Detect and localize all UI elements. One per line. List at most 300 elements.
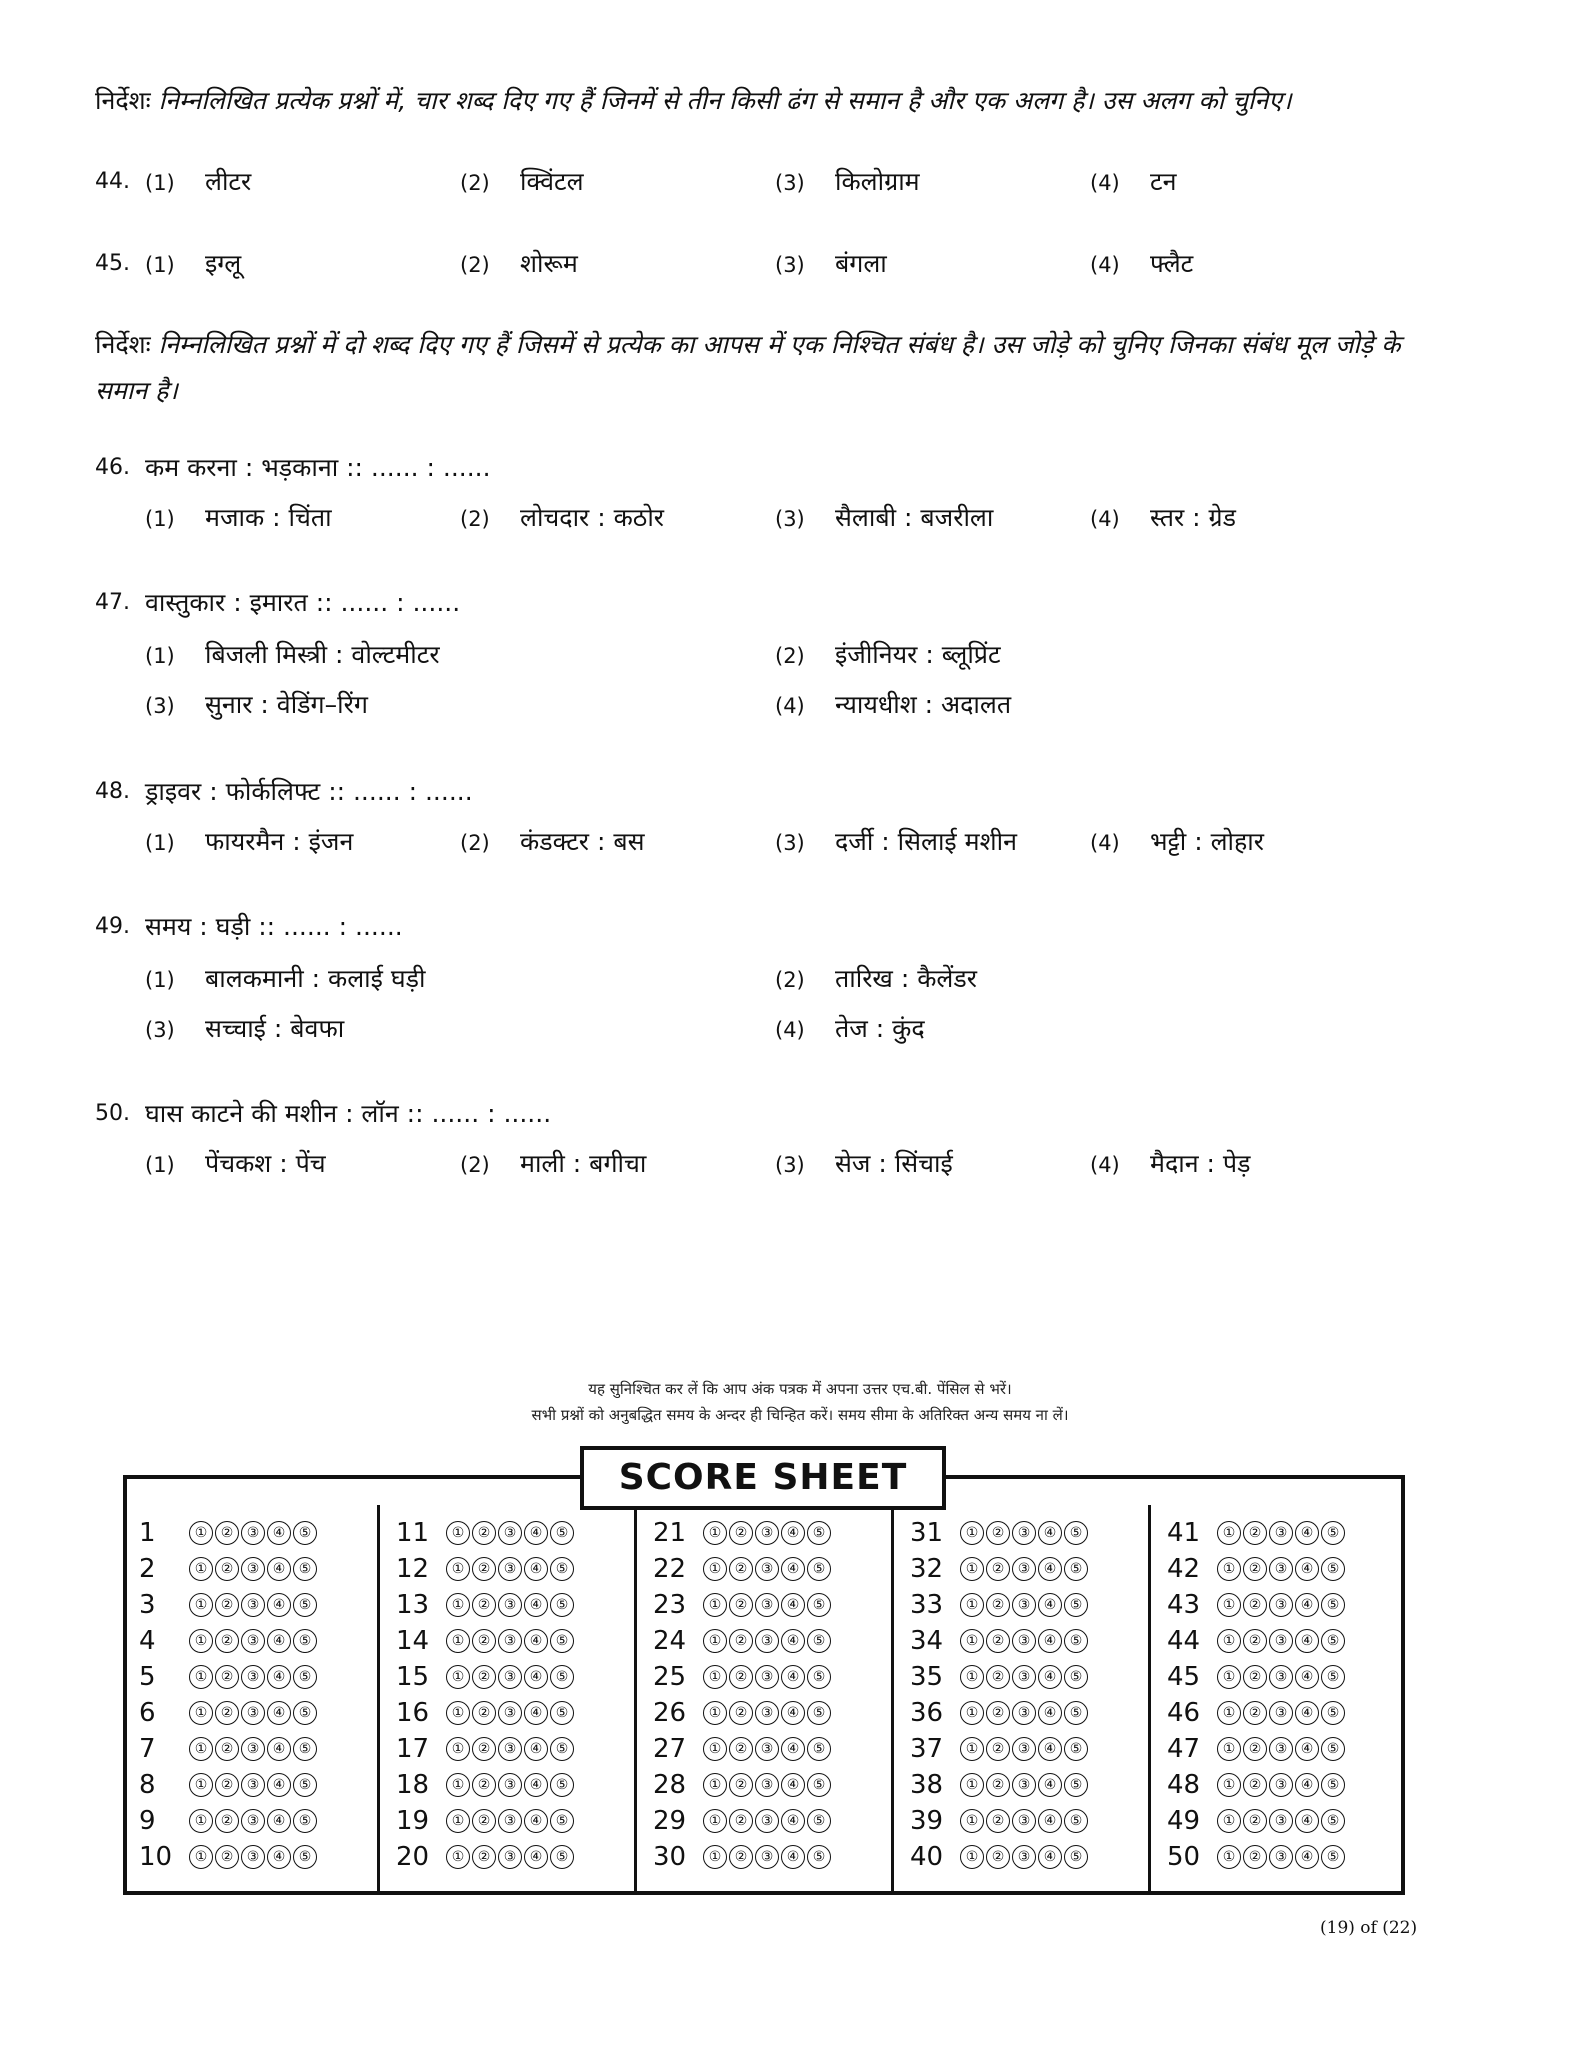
answer-bubble-5[interactable]: ⑤ (293, 1593, 317, 1617)
answer-bubble-2[interactable]: ② (472, 1521, 496, 1545)
option-1[interactable] (145, 1144, 326, 1185)
answer-bubble-4[interactable]: ④ (781, 1809, 805, 1833)
answer-bubble-2[interactable]: ② (215, 1701, 239, 1725)
answer-bubble-3[interactable]: ③ (241, 1845, 265, 1869)
answer-bubble-4[interactable]: ④ (1295, 1737, 1319, 1761)
answer-bubble-5[interactable]: ⑤ (293, 1665, 317, 1689)
answer-bubble-1[interactable]: ① (189, 1845, 213, 1869)
answer-bubble-5[interactable]: ⑤ (807, 1665, 831, 1689)
answer-bubble-1[interactable]: ① (703, 1665, 727, 1689)
answer-bubble-3[interactable]: ③ (498, 1557, 522, 1581)
answer-bubble-2[interactable]: ② (1243, 1737, 1267, 1761)
answer-bubble-3[interactable]: ③ (241, 1809, 265, 1833)
answer-bubble-5[interactable]: ⑤ (1064, 1701, 1088, 1725)
answer-bubble-3[interactable]: ③ (498, 1629, 522, 1653)
answer-bubble-5[interactable]: ⑤ (1321, 1593, 1345, 1617)
answer-bubble-3[interactable]: ③ (1269, 1593, 1293, 1617)
answer-bubble-5[interactable]: ⑤ (1064, 1845, 1088, 1869)
answer-bubble-2[interactable]: ② (986, 1701, 1010, 1725)
option-number: (3) (775, 831, 805, 855)
option-1[interactable] (145, 244, 241, 285)
answer-bubble-2[interactable]: ② (1243, 1665, 1267, 1689)
option-number: (1) (145, 171, 175, 195)
answer-bubble-3[interactable]: ③ (755, 1845, 779, 1869)
option-4[interactable] (1090, 1144, 1250, 1185)
answer-bubble-5[interactable]: ⑤ (1064, 1773, 1088, 1797)
answer-bubble-1[interactable]: ① (446, 1593, 470, 1617)
answer-bubble-2[interactable]: ② (729, 1665, 753, 1689)
answer-bubble-1[interactable]: ① (1217, 1665, 1241, 1689)
option-3[interactable] (145, 685, 368, 726)
answer-bubble-4[interactable]: ④ (1038, 1557, 1062, 1581)
answer-bubble-3[interactable]: ③ (241, 1665, 265, 1689)
answer-bubble-3[interactable]: ③ (498, 1521, 522, 1545)
answer-bubble-3[interactable]: ③ (755, 1665, 779, 1689)
answer-bubble-4[interactable]: ④ (524, 1737, 548, 1761)
answer-bubble-3[interactable]: ③ (1269, 1701, 1293, 1725)
option-text: सुनार : वेडिंग–रिंग (205, 690, 368, 719)
answer-bubble-3[interactable]: ③ (498, 1845, 522, 1869)
answer-bubble-2[interactable]: ② (729, 1773, 753, 1797)
option-3[interactable] (145, 1009, 344, 1050)
answer-bubble-2[interactable]: ② (1243, 1809, 1267, 1833)
answer-bubble-3[interactable]: ③ (1012, 1557, 1036, 1581)
answer-bubble-2[interactable]: ② (729, 1701, 753, 1725)
score-row (910, 1731, 1148, 1767)
answer-bubble-5[interactable]: ⑤ (807, 1737, 831, 1761)
answer-bubble-1[interactable]: ① (960, 1593, 984, 1617)
answer-bubble-4[interactable]: ④ (267, 1665, 291, 1689)
answer-bubble-1[interactable]: ① (1217, 1773, 1241, 1797)
answer-bubble-4[interactable]: ④ (1038, 1521, 1062, 1545)
answer-bubble-1[interactable]: ① (446, 1521, 470, 1545)
answer-bubble-2[interactable]: ② (729, 1737, 753, 1761)
answer-bubble-2[interactable]: ② (1243, 1701, 1267, 1725)
answer-bubble-4[interactable]: ④ (1038, 1809, 1062, 1833)
answer-bubble-1[interactable]: ① (703, 1521, 727, 1545)
answer-bubble-3[interactable]: ③ (1269, 1557, 1293, 1581)
answer-bubble-3[interactable]: ③ (1269, 1521, 1293, 1545)
answer-bubble-1[interactable]: ① (703, 1557, 727, 1581)
answer-bubble-5[interactable]: ⑤ (807, 1521, 831, 1545)
answer-bubble-4[interactable]: ④ (267, 1557, 291, 1581)
answer-bubble-1[interactable]: ① (189, 1665, 213, 1689)
option-1[interactable] (145, 635, 440, 676)
answer-bubble-1[interactable]: ① (1217, 1845, 1241, 1869)
answer-bubble-4[interactable]: ④ (1295, 1701, 1319, 1725)
answer-bubble-5[interactable]: ⑤ (807, 1557, 831, 1581)
answer-bubble-3[interactable]: ③ (241, 1521, 265, 1545)
answer-bubble-5[interactable]: ⑤ (1064, 1593, 1088, 1617)
answer-bubble-4[interactable]: ④ (1295, 1629, 1319, 1653)
answer-bubble-3[interactable]: ③ (241, 1557, 265, 1581)
answer-bubble-3[interactable]: ③ (1012, 1845, 1036, 1869)
option-1[interactable] (145, 498, 332, 539)
option-4[interactable] (775, 685, 1011, 726)
option-text: माली : बगीचा (520, 1149, 647, 1178)
answer-bubble-5[interactable]: ⑤ (1064, 1521, 1088, 1545)
answer-bubble-1[interactable]: ① (1217, 1701, 1241, 1725)
answer-bubble-4[interactable]: ④ (781, 1629, 805, 1653)
answer-bubble-5[interactable]: ⑤ (1321, 1665, 1345, 1689)
answer-bubble-2[interactable]: ② (729, 1629, 753, 1653)
answer-bubble-3[interactable]: ③ (241, 1629, 265, 1653)
score-row (396, 1695, 634, 1731)
answer-bubble-5[interactable]: ⑤ (807, 1593, 831, 1617)
option-text: टन (1150, 167, 1177, 196)
answer-bubble-5[interactable]: ⑤ (1321, 1701, 1345, 1725)
score-row-number: 7 (139, 1734, 156, 1764)
answer-bubble-2[interactable]: ② (1243, 1521, 1267, 1545)
answer-bubble-4[interactable]: ④ (781, 1521, 805, 1545)
answer-bubble-2[interactable]: ② (215, 1593, 239, 1617)
answer-bubble-4[interactable]: ④ (267, 1737, 291, 1761)
score-row (139, 1803, 377, 1839)
answer-bubble-2[interactable]: ② (1243, 1593, 1267, 1617)
answer-bubble-2[interactable]: ② (215, 1665, 239, 1689)
answer-bubble-3[interactable]: ③ (1269, 1737, 1293, 1761)
answer-bubble-2[interactable]: ② (729, 1521, 753, 1545)
answer-bubble-5[interactable]: ⑤ (550, 1809, 574, 1833)
answer-bubble-1[interactable]: ① (703, 1629, 727, 1653)
answer-bubble-1[interactable]: ① (703, 1845, 727, 1869)
answer-bubble-4[interactable]: ④ (524, 1809, 548, 1833)
answer-bubble-1[interactable]: ① (960, 1629, 984, 1653)
answer-bubble-2[interactable]: ② (215, 1557, 239, 1581)
option-1[interactable] (145, 162, 251, 203)
answer-bubble-3[interactable]: ③ (1012, 1521, 1036, 1545)
answer-bubble-5[interactable]: ⑤ (807, 1629, 831, 1653)
answer-bubble-4[interactable]: ④ (1038, 1665, 1062, 1689)
answer-bubble-3[interactable]: ③ (755, 1809, 779, 1833)
answer-bubble-4[interactable]: ④ (1038, 1701, 1062, 1725)
option-4[interactable] (1090, 822, 1264, 863)
answer-bubble-5[interactable]: ⑤ (293, 1629, 317, 1653)
answer-bubble-3[interactable]: ③ (498, 1773, 522, 1797)
answer-bubble-1[interactable]: ① (1217, 1557, 1241, 1581)
answer-bubble-3[interactable]: ③ (1012, 1737, 1036, 1761)
answer-bubble-2[interactable]: ② (986, 1773, 1010, 1797)
answer-bubble-3[interactable]: ③ (1012, 1701, 1036, 1725)
answer-bubble-2[interactable]: ② (472, 1845, 496, 1869)
option-2[interactable] (775, 635, 1001, 676)
answer-bubble-2[interactable]: ② (986, 1521, 1010, 1545)
answer-bubble-3[interactable]: ③ (1269, 1773, 1293, 1797)
answer-bubble-5[interactable]: ⑤ (1321, 1521, 1345, 1545)
answer-bubble-2[interactable]: ② (986, 1845, 1010, 1869)
answer-bubble-3[interactable]: ③ (755, 1701, 779, 1725)
answer-bubble-3[interactable]: ③ (755, 1521, 779, 1545)
answer-bubble-4[interactable]: ④ (524, 1557, 548, 1581)
answer-bubble-4[interactable]: ④ (1038, 1629, 1062, 1653)
answer-bubble-4[interactable]: ④ (1295, 1845, 1319, 1869)
answer-bubble-1[interactable]: ① (960, 1521, 984, 1545)
answer-bubble-3[interactable]: ③ (498, 1593, 522, 1617)
question-49 (95, 907, 1495, 1047)
answer-bubble-5[interactable]: ⑤ (1321, 1557, 1345, 1581)
answer-bubble-5[interactable]: ⑤ (807, 1845, 831, 1869)
answer-bubble-2[interactable]: ② (729, 1593, 753, 1617)
answer-bubble-4[interactable]: ④ (781, 1593, 805, 1617)
answer-bubble-3[interactable]: ③ (755, 1773, 779, 1797)
answer-bubble-1[interactable]: ① (960, 1701, 984, 1725)
answer-bubble-1[interactable]: ① (1217, 1593, 1241, 1617)
answer-bubble-2[interactable]: ② (986, 1557, 1010, 1581)
answer-bubble-4[interactable]: ④ (781, 1845, 805, 1869)
option-3[interactable] (775, 1144, 953, 1185)
answer-bubble-1[interactable]: ① (189, 1809, 213, 1833)
answer-bubble-4[interactable]: ④ (524, 1593, 548, 1617)
score-row-number: 9 (139, 1806, 156, 1836)
answer-bubble-5[interactable]: ⑤ (550, 1629, 574, 1653)
answer-bubble-4[interactable]: ④ (781, 1665, 805, 1689)
answer-bubble-2[interactable]: ② (215, 1521, 239, 1545)
answer-bubble-1[interactable]: ① (960, 1809, 984, 1833)
answer-bubble-2[interactable]: ② (1243, 1773, 1267, 1797)
answer-bubble-3[interactable]: ③ (1269, 1809, 1293, 1833)
answer-bubble-5[interactable]: ⑤ (293, 1521, 317, 1545)
answer-bubble-5[interactable]: ⑤ (550, 1737, 574, 1761)
instruction-text: निम्नलिखित प्रश्नों में दो शब्द दिए गए हैं जिसमें से प्रत्येक का आपस में एक निश्चित संबंध है। उस जोड़े को चुनिए जिनका संबंध मूल जोड़े के समान है। (95, 330, 1401, 405)
answer-bubble-1[interactable]: ① (703, 1701, 727, 1725)
answer-bubble-3[interactable]: ③ (241, 1701, 265, 1725)
score-row-number: 4 (139, 1626, 156, 1656)
answer-bubble-1[interactable]: ① (446, 1737, 470, 1761)
answer-bubble-1[interactable]: ① (960, 1845, 984, 1869)
answer-bubble-4[interactable]: ④ (524, 1665, 548, 1689)
answer-bubble-3[interactable]: ③ (755, 1629, 779, 1653)
answer-bubble-4[interactable]: ④ (267, 1845, 291, 1869)
option-text: दर्जी : सिलाई मशीन (835, 827, 1017, 856)
option-4[interactable] (1090, 162, 1176, 203)
answer-bubble-3[interactable]: ③ (1012, 1593, 1036, 1617)
answer-bubble-1[interactable]: ① (1217, 1809, 1241, 1833)
answer-bubble-5[interactable]: ⑤ (1321, 1737, 1345, 1761)
answer-bubble-4[interactable]: ④ (1038, 1845, 1062, 1869)
answer-bubble-1[interactable]: ① (189, 1557, 213, 1581)
answer-bubble-5[interactable]: ⑤ (550, 1665, 574, 1689)
answer-bubble-2[interactable]: ② (215, 1737, 239, 1761)
answer-bubble-4[interactable]: ④ (1038, 1773, 1062, 1797)
answer-bubble-2[interactable]: ② (472, 1665, 496, 1689)
answer-bubble-3[interactable]: ③ (755, 1593, 779, 1617)
option-2[interactable] (775, 959, 977, 1000)
answer-bubble-1[interactable]: ① (703, 1737, 727, 1761)
answer-bubble-3[interactable]: ③ (1269, 1629, 1293, 1653)
answer-bubble-3[interactable]: ③ (498, 1701, 522, 1725)
answer-bubble-4[interactable]: ④ (267, 1773, 291, 1797)
option-2[interactable] (460, 244, 578, 285)
answer-bubble-3[interactable]: ③ (1269, 1845, 1293, 1869)
answer-bubble-1[interactable]: ① (960, 1665, 984, 1689)
answer-bubble-5[interactable]: ⑤ (293, 1809, 317, 1833)
answer-bubble-1[interactable]: ① (1217, 1629, 1241, 1653)
answer-bubble-3[interactable]: ③ (498, 1809, 522, 1833)
answer-bubble-2[interactable]: ② (986, 1809, 1010, 1833)
answer-bubble-1[interactable]: ① (1217, 1521, 1241, 1545)
answer-bubble-2[interactable]: ② (472, 1629, 496, 1653)
answer-bubble-5[interactable]: ⑤ (807, 1701, 831, 1725)
answer-bubble-5[interactable]: ⑤ (1321, 1773, 1345, 1797)
question-number: 45. (95, 251, 130, 276)
answer-bubble-4[interactable]: ④ (267, 1593, 291, 1617)
answer-bubble-4[interactable]: ④ (1295, 1557, 1319, 1581)
answer-bubble-1[interactable]: ① (1217, 1737, 1241, 1761)
answer-bubble-3[interactable]: ③ (755, 1557, 779, 1581)
answer-bubble-2[interactable]: ② (986, 1593, 1010, 1617)
answer-bubble-1[interactable]: ① (446, 1557, 470, 1581)
option-2[interactable] (460, 498, 664, 539)
score-row-number: 23 (653, 1590, 687, 1620)
answer-bubble-5[interactable]: ⑤ (550, 1701, 574, 1725)
answer-bubble-1[interactable]: ① (446, 1629, 470, 1653)
answer-bubble-1[interactable]: ① (189, 1629, 213, 1653)
score-row-number: 15 (396, 1662, 430, 1692)
score-row-number: 28 (653, 1770, 687, 1800)
option-3[interactable] (775, 162, 920, 203)
answer-bubble-3[interactable]: ③ (1012, 1773, 1036, 1797)
answer-bubble-5[interactable]: ⑤ (550, 1557, 574, 1581)
answer-bubble-1[interactable]: ① (703, 1809, 727, 1833)
answer-bubble-3[interactable]: ③ (241, 1737, 265, 1761)
answer-bubble-5[interactable]: ⑤ (550, 1773, 574, 1797)
answer-bubble-3[interactable]: ③ (755, 1737, 779, 1761)
answer-bubble-1[interactable]: ① (189, 1737, 213, 1761)
score-row (139, 1839, 377, 1875)
answer-bubble-3[interactable]: ③ (1012, 1629, 1036, 1653)
answer-bubble-2[interactable]: ② (472, 1809, 496, 1833)
answer-bubble-5[interactable]: ⑤ (1064, 1737, 1088, 1761)
answer-bubble-1[interactable]: ① (960, 1773, 984, 1797)
answer-bubble-4[interactable]: ④ (267, 1809, 291, 1833)
answer-bubble-5[interactable]: ⑤ (293, 1845, 317, 1869)
answer-bubble-2[interactable]: ② (986, 1629, 1010, 1653)
answer-bubble-5[interactable]: ⑤ (550, 1521, 574, 1545)
answer-bubble-2[interactable]: ② (729, 1845, 753, 1869)
answer-bubble-5[interactable]: ⑤ (1064, 1665, 1088, 1689)
answer-bubble-4[interactable]: ④ (524, 1521, 548, 1545)
answer-bubble-4[interactable]: ④ (781, 1557, 805, 1581)
answer-bubble-2[interactable]: ② (986, 1737, 1010, 1761)
option-2[interactable] (460, 822, 645, 863)
answer-bubble-5[interactable]: ⑤ (1321, 1809, 1345, 1833)
answer-bubble-4[interactable]: ④ (524, 1773, 548, 1797)
answer-bubble-2[interactable]: ② (729, 1809, 753, 1833)
answer-bubble-5[interactable]: ⑤ (807, 1773, 831, 1797)
answer-bubble-4[interactable]: ④ (1295, 1773, 1319, 1797)
answer-bubble-3[interactable]: ③ (241, 1593, 265, 1617)
answer-bubble-1[interactable]: ① (446, 1701, 470, 1725)
answer-bubble-5[interactable]: ⑤ (293, 1737, 317, 1761)
answer-bubble-4[interactable]: ④ (524, 1701, 548, 1725)
option-1[interactable] (145, 959, 425, 1000)
answer-bubble-1[interactable]: ① (446, 1665, 470, 1689)
answer-bubble-2[interactable]: ② (215, 1845, 239, 1869)
answer-bubble-2[interactable]: ② (215, 1773, 239, 1797)
score-row (396, 1659, 634, 1695)
answer-bubble-5[interactable]: ⑤ (293, 1773, 317, 1797)
answer-bubble-1[interactable]: ① (446, 1809, 470, 1833)
answer-bubble-5[interactable]: ⑤ (1321, 1629, 1345, 1653)
answer-bubble-2[interactable]: ② (472, 1593, 496, 1617)
answer-bubble-4[interactable]: ④ (267, 1521, 291, 1545)
option-3[interactable] (775, 822, 1017, 863)
answer-bubble-5[interactable]: ⑤ (1064, 1629, 1088, 1653)
answer-bubble-4[interactable]: ④ (1295, 1521, 1319, 1545)
answer-bubble-3[interactable]: ③ (1012, 1665, 1036, 1689)
option-3[interactable] (775, 244, 887, 285)
answer-bubble-5[interactable]: ⑤ (550, 1593, 574, 1617)
option-4[interactable] (1090, 498, 1236, 539)
answer-bubble-2[interactable]: ② (1243, 1629, 1267, 1653)
answer-bubble-3[interactable]: ③ (241, 1773, 265, 1797)
answer-bubble-3[interactable]: ③ (498, 1665, 522, 1689)
answer-bubble-4[interactable]: ④ (1295, 1665, 1319, 1689)
option-2[interactable] (460, 1144, 646, 1185)
answer-bubble-2[interactable]: ② (472, 1701, 496, 1725)
answer-bubble-1[interactable]: ① (189, 1521, 213, 1545)
answer-bubble-4[interactable]: ④ (1295, 1809, 1319, 1833)
option-1[interactable] (145, 822, 353, 863)
answer-bubble-5[interactable]: ⑤ (807, 1809, 831, 1833)
answer-bubble-1[interactable]: ① (703, 1773, 727, 1797)
answer-bubble-1[interactable]: ① (189, 1593, 213, 1617)
answer-bubble-4[interactable]: ④ (781, 1737, 805, 1761)
answer-bubble-4[interactable]: ④ (267, 1701, 291, 1725)
answer-bubble-3[interactable]: ③ (1269, 1665, 1293, 1689)
answer-bubble-5[interactable]: ⑤ (1064, 1557, 1088, 1581)
answer-bubble-5[interactable]: ⑤ (293, 1557, 317, 1581)
answer-bubble-2[interactable]: ② (215, 1629, 239, 1653)
option-2[interactable] (460, 162, 584, 203)
option-4[interactable] (1090, 244, 1193, 285)
answer-bubble-5[interactable]: ⑤ (1064, 1809, 1088, 1833)
answer-bubble-5[interactable]: ⑤ (293, 1701, 317, 1725)
answer-bubble-4[interactable]: ④ (524, 1629, 548, 1653)
answer-bubble-1[interactable]: ① (703, 1593, 727, 1617)
answer-bubble-5[interactable]: ⑤ (550, 1845, 574, 1869)
answer-bubble-4[interactable]: ④ (267, 1629, 291, 1653)
score-sheet-grid (123, 1505, 1405, 1895)
answer-bubble-4[interactable]: ④ (524, 1845, 548, 1869)
option-number: (2) (460, 171, 490, 195)
answer-bubble-4[interactable]: ④ (781, 1773, 805, 1797)
answer-bubble-1[interactable]: ① (960, 1737, 984, 1761)
answer-bubble-4[interactable]: ④ (1038, 1737, 1062, 1761)
answer-bubble-4[interactable]: ④ (781, 1701, 805, 1725)
answer-bubble-4[interactable]: ④ (1295, 1593, 1319, 1617)
answer-bubble-2[interactable]: ② (1243, 1845, 1267, 1869)
answer-bubble-1[interactable]: ① (189, 1773, 213, 1797)
answer-bubble-1[interactable]: ① (960, 1557, 984, 1581)
option-4[interactable] (775, 1009, 925, 1050)
answer-bubble-2[interactable]: ② (472, 1557, 496, 1581)
answer-bubble-2[interactable]: ② (1243, 1557, 1267, 1581)
answer-bubble-1[interactable]: ① (446, 1845, 470, 1869)
answer-bubble-5[interactable]: ⑤ (1321, 1845, 1345, 1869)
answer-bubble-1[interactable]: ① (189, 1701, 213, 1725)
answer-bubble-4[interactable]: ④ (1038, 1593, 1062, 1617)
answer-bubble-3[interactable]: ③ (498, 1737, 522, 1761)
answer-bubble-2[interactable]: ② (215, 1809, 239, 1833)
answer-bubble-3[interactable]: ③ (1012, 1809, 1036, 1833)
option-3[interactable] (775, 498, 993, 539)
answer-bubble-2[interactable]: ② (472, 1737, 496, 1761)
answer-bubble-1[interactable]: ① (446, 1773, 470, 1797)
answer-bubble-2[interactable]: ② (729, 1557, 753, 1581)
answer-bubble-2[interactable]: ② (986, 1665, 1010, 1689)
answer-bubble-2[interactable]: ② (472, 1773, 496, 1797)
